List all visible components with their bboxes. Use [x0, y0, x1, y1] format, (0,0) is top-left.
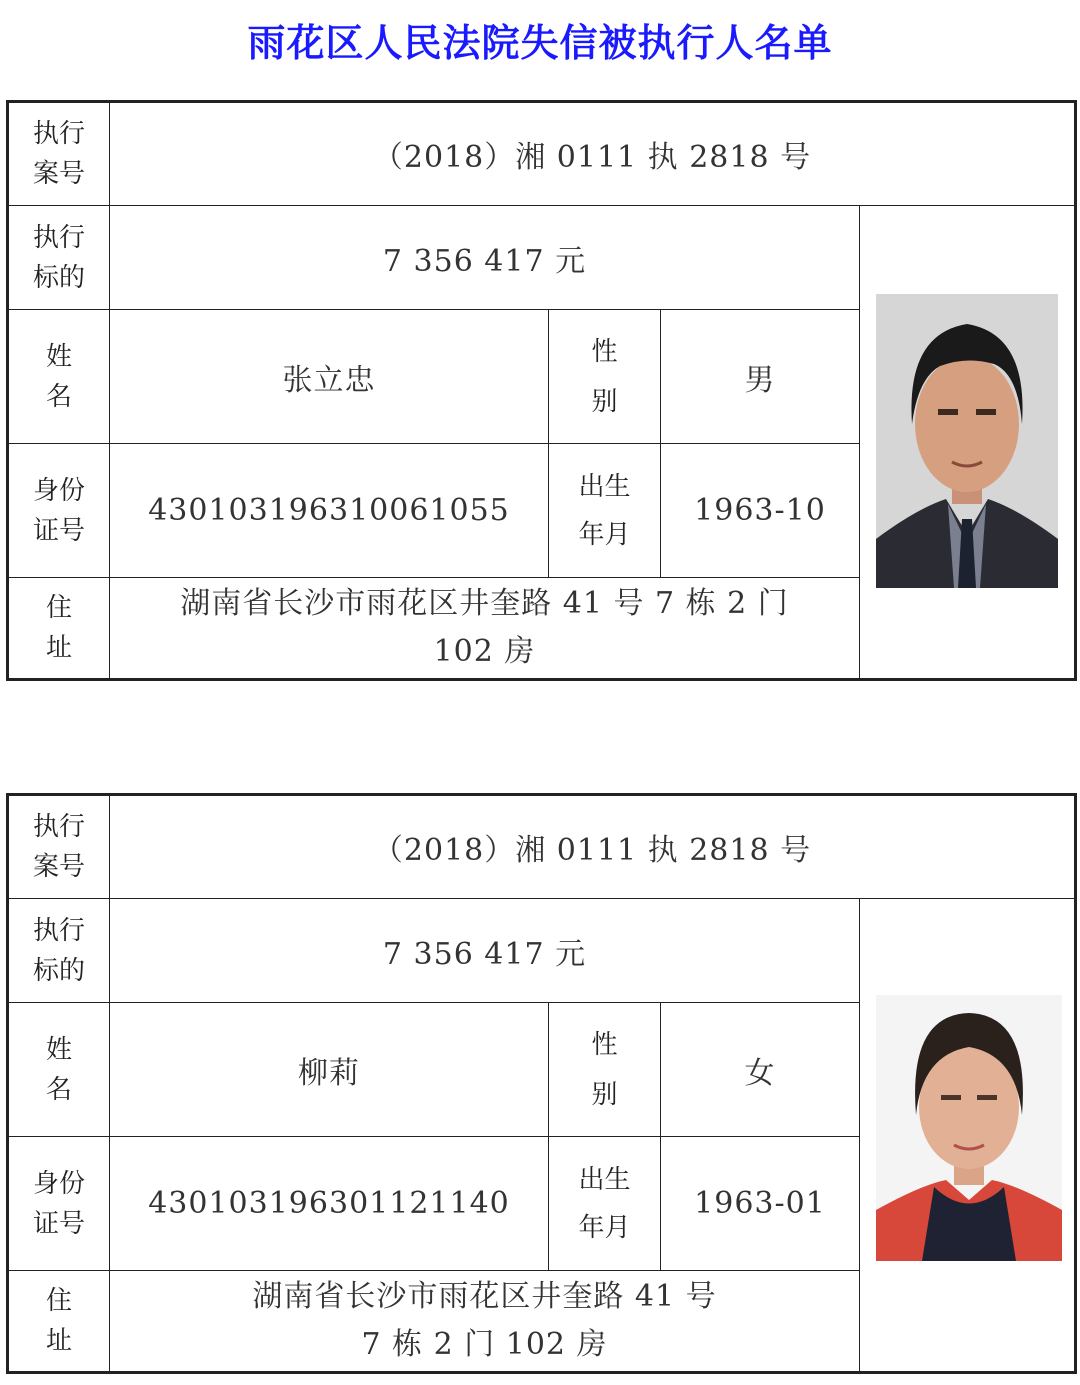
target-amount-value: 7 356 417 元	[110, 899, 860, 1003]
id-number-label: 身份 证号	[8, 444, 110, 578]
id-number-value: 430103196301121140	[110, 1137, 549, 1271]
birth-value: 1963-01	[661, 1137, 860, 1271]
birth-label: 出生 年月	[549, 444, 661, 578]
debtor-record	[6, 100, 1074, 686]
birth-value: 1963-10	[661, 444, 860, 578]
debtor-photo	[876, 995, 1062, 1261]
photo-cell	[860, 206, 1076, 680]
address-label: 住 址	[8, 1271, 110, 1373]
case-number-label: 执行 案号	[8, 795, 110, 899]
gender-value: 女	[661, 1003, 860, 1137]
debtor-photo	[876, 294, 1058, 588]
address-value: 湖南省长沙市雨花区井奎路 41 号 7 栋 2 门 102 房	[110, 1271, 860, 1373]
id-number-label: 身份 证号	[8, 1137, 110, 1271]
photo-cell	[860, 899, 1076, 1373]
address-label: 住 址	[8, 578, 110, 680]
birth-label: 出生 年月	[549, 1137, 661, 1271]
debtor-table	[6, 100, 1077, 681]
gender-value: 男	[661, 310, 860, 444]
target-amount-label: 执行 标的	[8, 899, 110, 1003]
case-number-value: （2018）湘 0111 执 2818 号	[110, 102, 1076, 206]
debtor-table	[6, 793, 1077, 1374]
address-value: 湖南省长沙市雨花区井奎路 41 号 7 栋 2 门 102 房	[110, 578, 860, 680]
case-number-value: （2018）湘 0111 执 2818 号	[110, 795, 1076, 899]
debtor-record	[6, 793, 1074, 1379]
case-number-label: 执行 案号	[8, 102, 110, 206]
page-title: 雨花区人民法院失信被执行人名单	[247, 21, 833, 65]
name-label: 姓 名	[8, 310, 110, 444]
target-amount-value: 7 356 417 元	[110, 206, 860, 310]
name-value: 柳莉	[110, 1003, 549, 1137]
id-number-value: 430103196310061055	[110, 444, 549, 578]
gender-label: 性 别	[549, 1003, 661, 1137]
gender-label: 性 别	[549, 310, 661, 444]
name-value: 张立忠	[110, 310, 549, 444]
name-label: 姓 名	[8, 1003, 110, 1137]
target-amount-label: 执行 标的	[8, 206, 110, 310]
